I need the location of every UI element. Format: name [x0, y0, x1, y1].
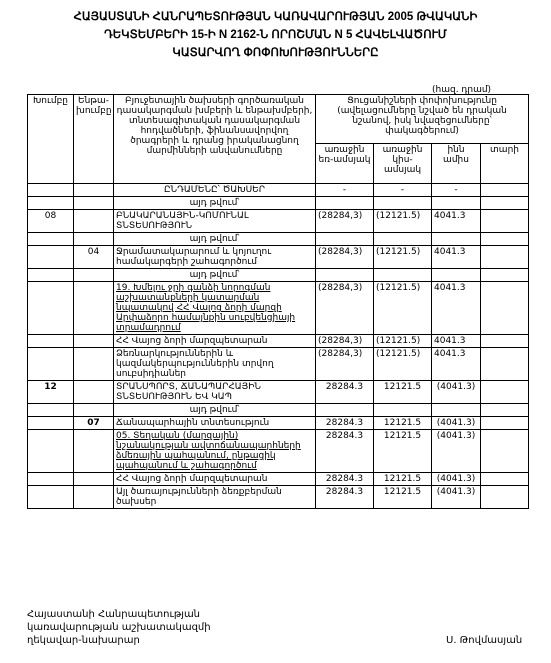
header-row-1	[28, 95, 529, 144]
row-description: ԸՆԴԱՄԵՆԸ՝ ԾԱԽՍԵՐ	[114, 184, 316, 197]
row-description: ԲՆԱԿԱՐԱՆԱՅԻՆ-ԿՈՄՈՒՆԱԼ ՏՆՏԵՍՈՒԹՅՈՒՆ	[114, 210, 316, 233]
row-h1: (12121.5)	[374, 335, 432, 348]
row-q1: -	[316, 184, 374, 197]
signatory-name: Ս. Թովմասյան	[446, 635, 523, 646]
row-h1: (12121.5)	[374, 210, 432, 233]
row-q1: 28284.3	[316, 473, 374, 486]
header-year: տարի	[481, 144, 529, 184]
table-row	[28, 184, 529, 197]
row-group: 08	[28, 210, 74, 233]
row-description: Ջրամատակարարում և կոյուղու համակարգերի շահագործում	[114, 246, 316, 269]
row-q1: (28284,3)	[316, 335, 374, 348]
table-row	[28, 417, 529, 430]
table-row	[28, 233, 529, 246]
row-subgroup: 04	[74, 246, 114, 269]
table-row	[28, 348, 529, 381]
row-m9: (4041.3)	[432, 486, 481, 509]
table-row	[28, 246, 529, 269]
table-row	[28, 473, 529, 486]
row-h1: 12121.5	[374, 430, 432, 473]
header-subgroup: Ենթա-խումբը	[74, 95, 114, 184]
table-row	[28, 197, 529, 210]
signature-block	[27, 608, 211, 647]
table-row	[28, 430, 529, 473]
changes-table	[27, 94, 529, 509]
row-h1: 12121.5	[374, 486, 432, 509]
row-description: Այլ ծառայությունների ձեռքբերման ծախսեր	[114, 486, 316, 509]
row-description: ՀՀ Վայոց ձորի մարզպետարան	[114, 473, 316, 486]
table-row	[28, 404, 529, 417]
title-line-3: ԿԱՏԱՐՎՈՂ ՓՈՓՈԽՈՒԹՅՈՒՆՆԵՐԸ	[172, 47, 379, 59]
row-q1: (28284,3)	[316, 348, 374, 381]
signatory-title-2: կառավարության աշխատակազմի	[27, 622, 211, 633]
row-m9: -	[432, 184, 481, 197]
row-q1: (28284,3)	[316, 210, 374, 233]
row-h1: 12121.5	[374, 381, 432, 404]
table-row	[28, 282, 529, 335]
title-line-1: ՀԱՅԱՍՏԱՆԻ ՀԱՆՐԱՊԵՏՈՒԹՅԱՆ ԿԱՌԱՎԱՐՈՒԹՅԱՆ 2005 ԹՎԱԿԱՆԻ	[73, 11, 478, 23]
row-description: 05. Տեղական (մարզային) նշանակության ավտոճանապարհների ձմեռային պահպանում, ընթացիկ պահպանում և շահագործում	[114, 430, 316, 473]
row-m9: 4041.3	[432, 282, 481, 335]
header-m9: ինն ամիս	[432, 144, 481, 184]
header-h1: առաջին կիս-ամսյակ	[374, 144, 432, 184]
header-description: Բյուջետային ծախսերի գործառական դասակարգման խմբերի և ենթախմբերի, տնտեսագիտական դասակարգման հոդվածների, ֆինանսավորվող ծրագրերի և դրանց իրականացնող մարմինների անվանումները	[114, 95, 316, 184]
row-q1: 28284.3	[316, 430, 374, 473]
title-line-2: ԴԵԿՏԵՄԲԵՐԻ 15-Ի N 2162-Ն ՈՐՈՇՄԱՆ N 5 ՀԱՎԵԼՎԱԾՈՒՄ	[104, 29, 447, 41]
table-row	[28, 269, 529, 282]
row-h1: (12121.5)	[374, 348, 432, 381]
row-m9: (4041.3)	[432, 473, 481, 486]
signatory-title-3: ղեկավար-նախարար	[27, 635, 140, 646]
header-q1: առաջին եռ-ամսյակ	[316, 144, 374, 184]
row-description: 19. Խմելու ջրի գանձի նորոգման աշխատանքների կատարման նպատակով ՀՀ Վալոց ձորի մարզի Արփաձորո համայնքին սուբվենցիայի տրամադրում	[114, 282, 316, 335]
row-q1: (28284,3)	[316, 282, 374, 335]
row-q1: 28284.3	[316, 486, 374, 509]
row-q1: 28284.3	[316, 417, 374, 430]
row-description: այդ թվում՝	[114, 197, 316, 210]
row-m9: 4041.3	[432, 210, 481, 233]
row-group: 12	[28, 381, 74, 404]
row-description: ՀՀ Վայոց ձորի մարզպետարան	[114, 335, 316, 348]
row-description: ՏՐԱՆՍՊՈՐՏ, ՃԱՆԱՊԱՐՀԱՅԻՆ ՏՆՏԵՍՈՒԹՅՈՒՆ ԵՎ ԿԱՊ	[114, 381, 316, 404]
row-m9: (4041.3)	[432, 430, 481, 473]
row-h1: -	[374, 184, 432, 197]
header-group: Խումբը	[28, 95, 74, 184]
header-indicators: Ցուցանիշների փոփոխությունը (ավելացումները նշված են դրական նշանով, իսկ նվազեցումները՝ փակագծերում)	[316, 95, 529, 144]
row-description: այդ թվում՝	[114, 269, 316, 282]
row-description: այդ թվում՝	[114, 233, 316, 246]
row-q1: (28284,3)	[316, 246, 374, 269]
row-h1: (12121.5)	[374, 282, 432, 335]
unit-label: (հազ. դրամ)	[432, 85, 492, 95]
row-description: Ձեռնարկություններին և կազմակերպություններին տրվող սուբսիդիաներ	[114, 348, 316, 381]
row-h1: (12121.5)	[374, 246, 432, 269]
table-row	[28, 210, 529, 233]
row-h1: 12121.5	[374, 417, 432, 430]
signatory-title-1: Հայաստանի Հանրապետության	[27, 609, 201, 620]
row-q1: 28284.3	[316, 381, 374, 404]
row-h1: 12121.5	[374, 473, 432, 486]
row-description: այդ թվում՝	[114, 404, 316, 417]
row-m9: (4041.3)	[432, 381, 481, 404]
row-description: Ճանապարհային տնտեսություն	[114, 417, 316, 430]
row-subgroup: 07	[74, 417, 114, 430]
row-m9: (4041.3)	[432, 417, 481, 430]
table-row	[28, 381, 529, 404]
table-row	[28, 486, 529, 509]
row-m9: 4041.3	[432, 246, 481, 269]
row-m9: 4041.3	[432, 348, 481, 381]
row-m9: 4041.3	[432, 335, 481, 348]
table-row	[28, 335, 529, 348]
